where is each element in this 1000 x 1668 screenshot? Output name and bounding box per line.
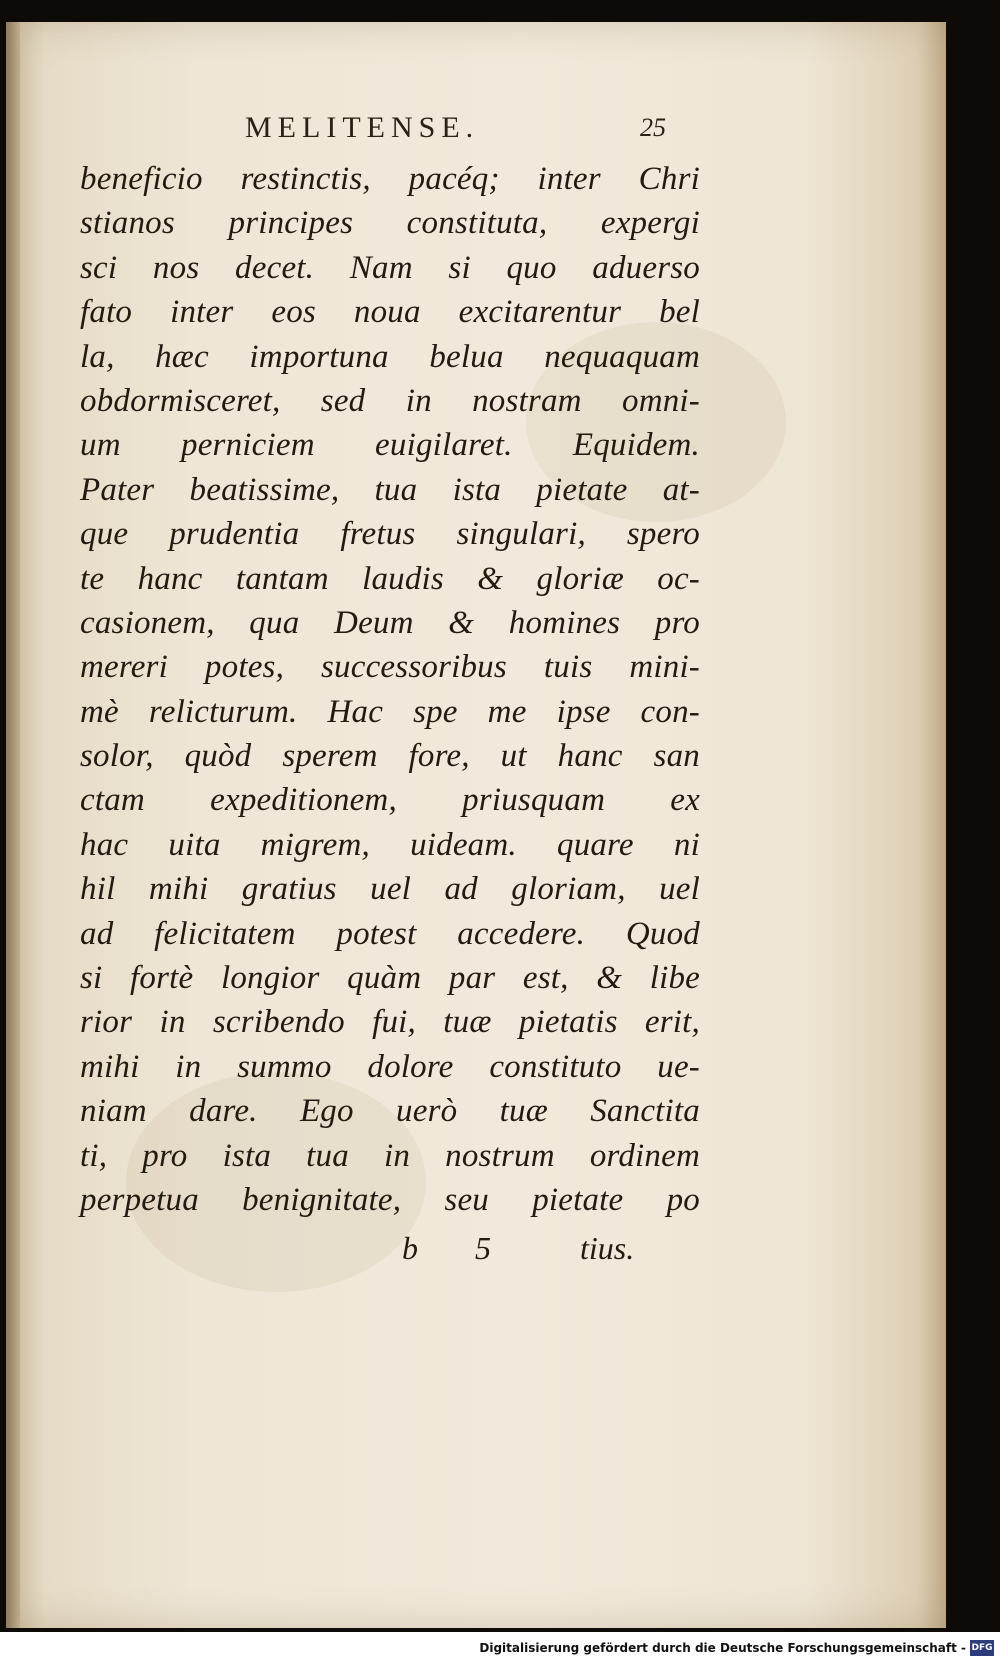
body-text xyxy=(80,157,700,1222)
footer-bar xyxy=(0,1632,1000,1668)
text-line: hac uita migrem, uideam. quare ni xyxy=(80,826,700,863)
text-line: mereri potes, successoribus tuis mini- xyxy=(80,649,700,686)
dfg-logo: DFG xyxy=(970,1640,994,1656)
text-line: hil mihi gratius uel ad gloriam, uel xyxy=(80,871,700,908)
text-line: casionem, qua Deum & homines pro xyxy=(80,604,700,641)
text-line: si fortè longior quàm par est, & libe xyxy=(80,960,700,997)
catchword: tius. xyxy=(580,1230,635,1266)
text-line: um perniciem euigilaret. Equidem. xyxy=(80,427,700,464)
text-line: perpetua benignitate, seu pietate po xyxy=(80,1181,700,1218)
text-line: stianos principes constituta, expergi xyxy=(80,205,700,242)
page-number: 25 xyxy=(640,113,666,142)
signature-line xyxy=(80,1230,680,1274)
running-head xyxy=(80,111,720,151)
text-line: niam dare. Ego uerò tuæ Sanctita xyxy=(80,1093,700,1130)
text-line: ti, pro ista tua in nostrum ordinem xyxy=(80,1137,700,1174)
text-line: mè relicturum. Hac spe me ipse con- xyxy=(80,693,700,730)
text-line: te hanc tantam laudis & gloriæ oc- xyxy=(80,560,700,597)
text-line: fato inter eos noua excitarentur bel xyxy=(80,294,700,331)
text-line: mihi in summo dolore constituto ue- xyxy=(80,1048,700,1085)
text-line: solor, quòd sperem fore, ut hanc san xyxy=(80,738,700,775)
funding-credit: Digitalisierung gefördert durch die Deutsche Forschungsgemeinschaft - xyxy=(479,1641,966,1655)
text-line: beneficio restinctis, pacéq; inter Chri xyxy=(80,161,700,197)
signature-letter: b xyxy=(402,1230,418,1266)
running-title: MELITENSE. xyxy=(245,111,480,144)
text-line: obdormisceret, sed in nostram omni- xyxy=(80,382,700,419)
signature-number: 5 xyxy=(475,1230,491,1266)
text-line: rior in scribendo fui, tuæ pietatis erit, xyxy=(80,1004,700,1041)
text-line: Pater beatissime, tua ista pietate at- xyxy=(80,471,700,508)
text-line: que prudentia fretus singulari, spero xyxy=(80,516,700,553)
text-line: ctam expeditionem, priusquam ex xyxy=(80,782,700,819)
text-line: sci nos decet. Nam si quo aduerso xyxy=(80,249,700,286)
text-line: ad felicitatem potest accedere. Quod xyxy=(80,915,700,952)
page-spine xyxy=(6,22,20,1628)
text-line: la, hæc importuna belua nequaquam xyxy=(80,338,700,375)
